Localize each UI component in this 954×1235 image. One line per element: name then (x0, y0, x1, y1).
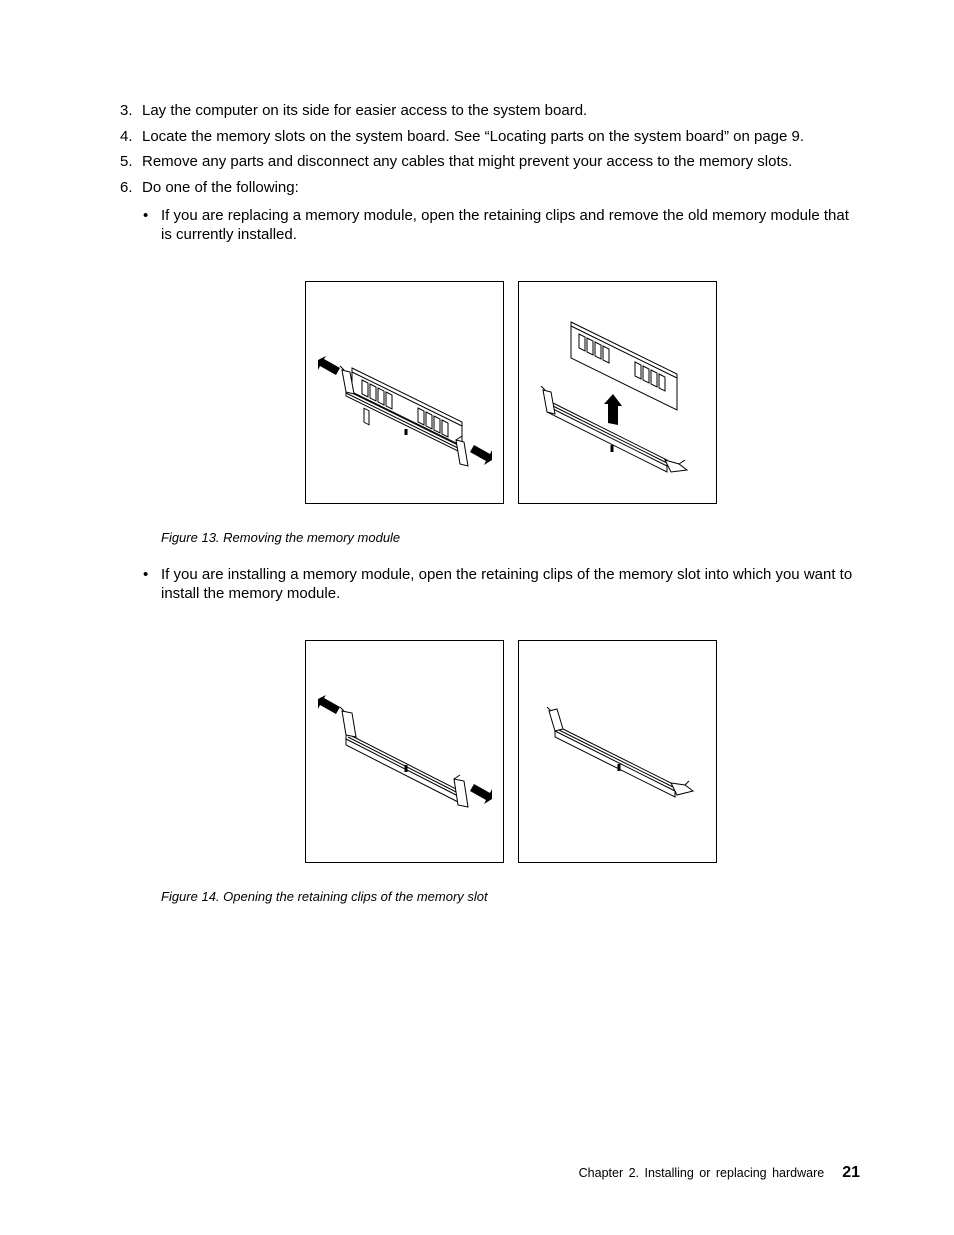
bullet-replacing-module (143, 206, 855, 244)
bullet-text: If you are installing a memory module, open the retaining clips of the memory slot into which you want to install the memory module. (161, 566, 853, 602)
bullet-installing-module (143, 565, 855, 603)
step-number: 4. (120, 127, 133, 145)
figure-13-remove-module-panel (518, 281, 717, 504)
step-5 (120, 152, 860, 172)
figure-13-caption: Figure 13. Removing the memory module (161, 530, 401, 545)
page-number: 21 (842, 1164, 860, 1181)
instruction-steps (120, 101, 860, 203)
step-4 (120, 127, 860, 147)
figure-14-clips-open-panel (518, 640, 717, 863)
memory-module-removed-illustration (519, 282, 718, 505)
step-text: Lay the computer on its side for easier access to the system board. (142, 102, 588, 119)
empty-slot-opening-clips-illustration (306, 641, 505, 864)
page-footer (579, 1164, 860, 1182)
step-text: Remove any parts and disconnect any cables that might prevent your access to the memory slots. (142, 153, 793, 170)
bullet-symbol: • (143, 566, 149, 583)
bullet-text: If you are replacing a memory module, open the retaining clips and remove the old memory module that is currently installed. (161, 207, 849, 243)
step-number: 5. (120, 153, 133, 170)
bullet-symbol: • (143, 207, 149, 224)
memory-module-in-slot-illustration (306, 282, 505, 505)
step-text: Do one of the following: (142, 178, 299, 196)
step-3 (120, 101, 860, 121)
step-number: 3. (120, 102, 133, 119)
footer-chapter-title: Chapter 2. Installing or replacing hardware (578, 1166, 825, 1180)
figure-14-caption: Figure 14. Opening the retaining clips of the memory slot (161, 889, 488, 904)
slot-clips-open-illustration (519, 641, 718, 864)
step-6 (120, 178, 860, 198)
step-number: 6. (120, 178, 133, 196)
step-text: Locate the memory slots on the system board. See “Locating parts on the system board” on page 9. (142, 127, 805, 145)
figure-13-open-clips-panel (305, 281, 504, 504)
figure-14-opening-clips-panel (305, 640, 504, 863)
